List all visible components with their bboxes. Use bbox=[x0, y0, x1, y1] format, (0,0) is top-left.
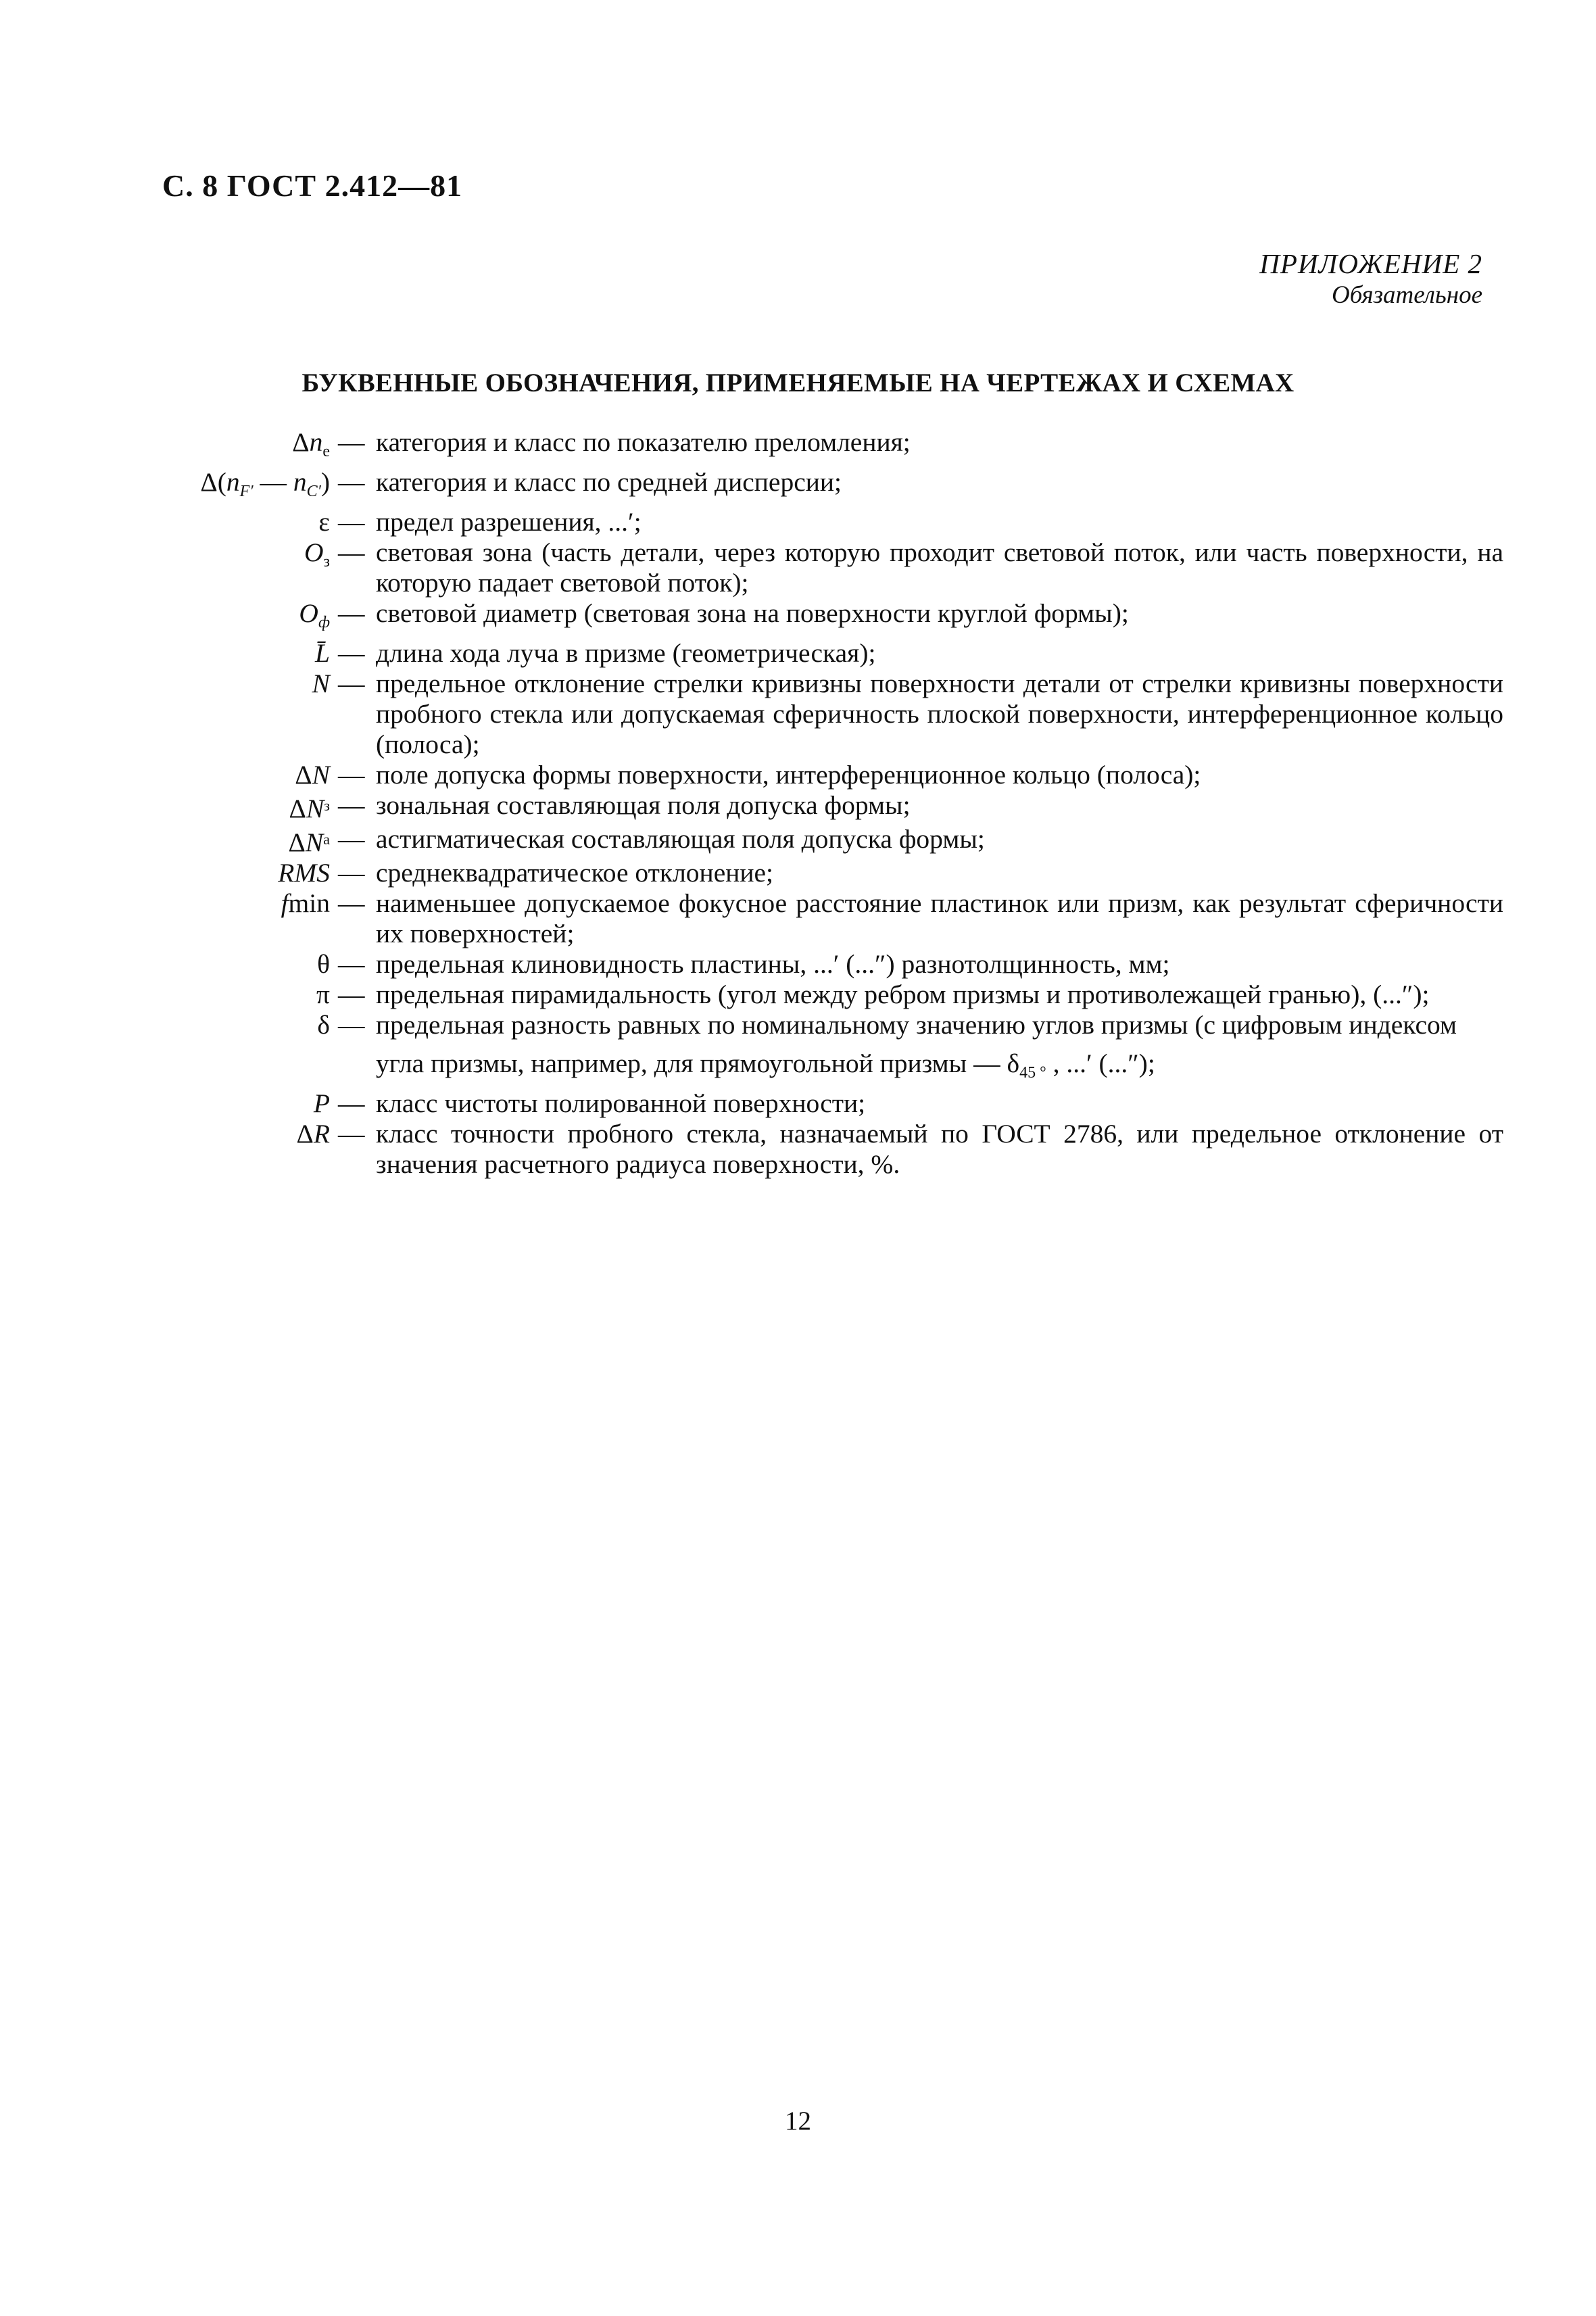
definition-item bbox=[0, 1088, 1596, 1119]
definition-item bbox=[0, 1010, 1596, 1088]
definition-symbol bbox=[0, 669, 338, 699]
symbol-part: δ bbox=[317, 1010, 330, 1040]
symbol-part: π bbox=[316, 980, 330, 1009]
definition-text-line: предельная разность равных по номинальному значению углов призмы (с цифровым индексом bbox=[376, 1010, 1457, 1040]
definition-dash: — bbox=[338, 427, 365, 457]
definition-dash: — bbox=[338, 598, 365, 628]
definition-text: поле допуска формы поверхности, интерференционное кольцо (полоса); bbox=[376, 760, 1201, 790]
symbol-part: N bbox=[312, 669, 330, 698]
symbol-subscript: F′ bbox=[239, 483, 253, 500]
symbol-part: R bbox=[313, 1119, 330, 1149]
definition-text-line bbox=[376, 1048, 1503, 1088]
symbol-part: θ bbox=[317, 949, 330, 979]
symbol-part: Δ bbox=[296, 1119, 314, 1149]
symbol-part: N bbox=[305, 827, 324, 857]
definition-dash: — bbox=[338, 858, 365, 888]
definition-symbol bbox=[0, 1119, 338, 1149]
symbol-part: n bbox=[309, 427, 323, 457]
definition-symbol bbox=[0, 824, 338, 858]
definition-item bbox=[0, 537, 1596, 598]
definition-symbol bbox=[0, 1088, 338, 1119]
definition-text: класс точности пробного стекла, назначаемый по ГОСТ 2786, или предельное отклонение от значения расчетного радиуса поверхности, %. bbox=[376, 1119, 1503, 1179]
definition-dash: — bbox=[338, 980, 365, 1009]
symbol-subscript: з bbox=[323, 553, 330, 571]
definition-text: предел разрешения, ...′; bbox=[376, 507, 642, 537]
symbol-part: Δ bbox=[292, 427, 310, 457]
symbol-part: L̄ bbox=[315, 638, 330, 668]
symbol-part: ε bbox=[318, 507, 330, 537]
symbol-part: — bbox=[253, 467, 293, 497]
definition-item bbox=[0, 790, 1596, 824]
definition-symbol bbox=[0, 980, 338, 1010]
definition-dash: — bbox=[338, 507, 365, 537]
definition-item bbox=[0, 888, 1596, 949]
definition-item bbox=[0, 760, 1596, 790]
symbol-part: P bbox=[313, 1088, 330, 1118]
definition-text: класс чистоты полированной поверхности; bbox=[376, 1088, 866, 1118]
definition-symbol bbox=[0, 507, 338, 537]
definition-item bbox=[0, 427, 1596, 467]
definition-text: среднеквадратическое отклонение; bbox=[376, 858, 774, 888]
symbol-part: RMS bbox=[278, 858, 330, 888]
symbol-part: n bbox=[293, 467, 307, 497]
definition-dash: — bbox=[338, 1119, 365, 1149]
definition-dash: — bbox=[338, 790, 365, 820]
definition-item bbox=[0, 824, 1596, 858]
definition-symbol bbox=[0, 1010, 338, 1040]
page-number: 12 bbox=[785, 2106, 811, 2136]
definitions-list bbox=[0, 427, 1596, 1180]
text-part: , ...′ (...″); bbox=[1046, 1048, 1155, 1078]
definition-symbol bbox=[0, 537, 338, 577]
symbol-part: f bbox=[281, 888, 289, 918]
definition-text: длина хода луча в призме (геометрическая); bbox=[376, 638, 876, 668]
definition-dash: — bbox=[338, 760, 365, 790]
text-subscript: 45 ° bbox=[1019, 1064, 1046, 1082]
appendix-label bbox=[1259, 247, 1482, 311]
symbol-part: Δ bbox=[289, 794, 306, 823]
symbol-part: N bbox=[306, 794, 324, 823]
definition-symbol bbox=[0, 598, 338, 638]
symbol-part: ) bbox=[320, 467, 330, 497]
definition-dash: — bbox=[338, 1088, 365, 1118]
definition-dash: — bbox=[338, 949, 365, 979]
definition-item bbox=[0, 669, 1596, 760]
symbol-subscript: е bbox=[322, 443, 330, 460]
section-title: БУКВЕННЫЕ ОБОЗНАЧЕНИЯ, ПРИМЕНЯЕМЫЕ НА ЧЕРТЕЖАХ И СХЕМАХ bbox=[301, 368, 1295, 397]
symbol-part: Δ bbox=[288, 827, 306, 857]
symbol-subscript: C′ bbox=[306, 483, 321, 500]
definition-text: категория и класс по средней дисперсии; bbox=[376, 467, 842, 497]
definition-item bbox=[0, 467, 1596, 507]
definition-symbol bbox=[0, 427, 338, 467]
definition-item bbox=[0, 949, 1596, 980]
symbol-subscript: ф bbox=[318, 614, 330, 631]
definition-dash: — bbox=[338, 669, 365, 698]
definition-symbol bbox=[0, 760, 338, 790]
definition-text: предельная клиновидность пластины, ...′ (...″) разнотолщинность, мм; bbox=[376, 949, 1170, 979]
definition-item bbox=[0, 1119, 1596, 1180]
definition-symbol bbox=[0, 888, 338, 919]
definition-item bbox=[0, 598, 1596, 638]
definition-symbol bbox=[0, 467, 338, 507]
definition-dash: — bbox=[338, 467, 365, 497]
symbol-part: O bbox=[304, 537, 324, 567]
definition-item bbox=[0, 638, 1596, 669]
definition-text: предельное отклонение стрелки кривизны поверхности детали от стрелки кривизны поверхности пробного стекла или допускаемая сферичность плоской поверхности, интерференционное кольцо (полоса); bbox=[376, 669, 1503, 759]
symbol-part: min bbox=[288, 888, 330, 918]
symbol-part: N bbox=[312, 760, 330, 790]
symbol-part: O bbox=[299, 598, 318, 628]
symbol-superscript: з bbox=[324, 797, 330, 814]
definition-dash: — bbox=[338, 537, 365, 567]
definition-item bbox=[0, 507, 1596, 537]
appendix-note: Обязательное bbox=[1331, 281, 1482, 310]
appendix-title: ПРИЛОЖЕНИЕ 2 bbox=[1259, 248, 1482, 279]
running-head: С. 8 ГОСТ 2.412—81 bbox=[162, 168, 463, 203]
definition-text: предельная пирамидальность (угол между ребром призмы и противолежащей гранью), (...″); bbox=[376, 980, 1430, 1009]
symbol-superscript: а bbox=[323, 831, 330, 848]
definition-text: астигматическая составляющая поля допуска формы; bbox=[376, 824, 985, 854]
definition-text bbox=[376, 1010, 1503, 1088]
symbol-part: Δ( bbox=[200, 467, 226, 497]
symbol-part: n bbox=[226, 467, 240, 497]
definition-text: световая зона (часть детали, через которую проходит световой поток, или часть поверхности, на которую падает световой поток); bbox=[376, 537, 1503, 598]
definition-symbol bbox=[0, 858, 338, 888]
definition-dash: — bbox=[338, 1010, 365, 1040]
definition-dash: — bbox=[338, 888, 365, 918]
definition-symbol bbox=[0, 638, 338, 669]
definition-text: наименьшее допускаемое фокусное расстояние пластинок или призм, как результат сферичности их поверхностей; bbox=[376, 888, 1503, 948]
symbol-part: Δ bbox=[295, 760, 312, 790]
definition-text: категория и класс по показателю преломления; bbox=[376, 427, 911, 457]
definition-symbol bbox=[0, 949, 338, 980]
definition-item bbox=[0, 858, 1596, 888]
definition-text: световой диаметр (световая зона на поверхности круглой формы); bbox=[376, 598, 1129, 628]
definition-symbol bbox=[0, 790, 338, 824]
definition-item bbox=[0, 980, 1596, 1010]
definition-text: зональная составляющая поля допуска формы; bbox=[376, 790, 911, 820]
definition-dash: — bbox=[338, 824, 365, 854]
definition-dash: — bbox=[338, 638, 365, 668]
text-part: угла призмы, например, для прямоугольной призмы — δ bbox=[376, 1048, 1020, 1078]
